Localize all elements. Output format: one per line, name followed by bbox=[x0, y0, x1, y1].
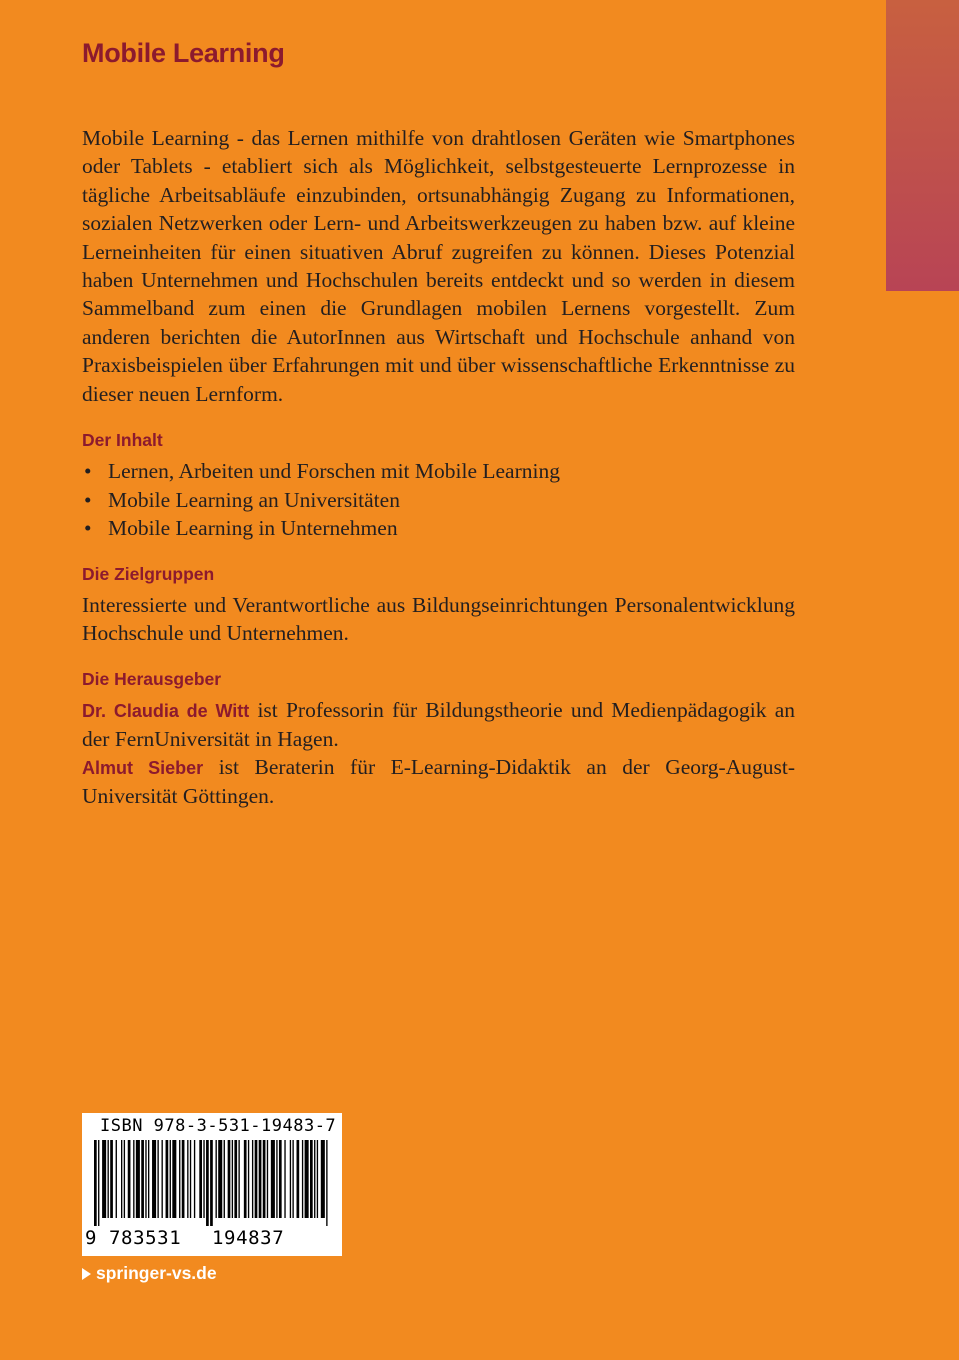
list-item bbox=[82, 514, 560, 543]
barcode-bar bbox=[276, 1140, 277, 1218]
barcode-bar bbox=[267, 1140, 268, 1218]
barcode-bar bbox=[218, 1140, 222, 1218]
barcode-bar bbox=[314, 1140, 315, 1218]
audience-text: Interessierte und Verantwortliche aus Bildungseinrichtungen Personalentwicklung Hochschule und Unternehmen. bbox=[82, 593, 795, 646]
list-item-text: Mobile Learning an Universitäten bbox=[108, 487, 400, 512]
barcode-bar bbox=[152, 1140, 156, 1218]
barcode-bar bbox=[271, 1140, 275, 1218]
list-item-text: Lernen, Arbeiten und Forschen mit Mobile Learning bbox=[108, 459, 560, 483]
barcode-bar bbox=[317, 1140, 318, 1218]
barcode-bar bbox=[224, 1140, 225, 1218]
bullet-icon: • bbox=[84, 459, 92, 483]
audience-heading: Die Zielgruppen bbox=[82, 564, 215, 584]
list-item bbox=[82, 486, 560, 515]
barcode-bar bbox=[157, 1140, 158, 1218]
barcode-bar bbox=[290, 1140, 291, 1218]
barcode-bar bbox=[259, 1140, 262, 1218]
editors-heading: Die Herausgeber bbox=[82, 669, 222, 689]
barcode-bar bbox=[187, 1140, 188, 1218]
barcode-bar bbox=[94, 1140, 97, 1226]
barcode-bar bbox=[232, 1140, 233, 1218]
barcode-bar bbox=[98, 1140, 99, 1226]
barcode-bar bbox=[321, 1140, 325, 1218]
barcode-bar bbox=[121, 1140, 122, 1218]
intro-paragraph: Mobile Learning - das Lernen mithilfe von drahtlosen Geräten wie Smartphones oder Tablets - etabliert sich als Möglichkeit, selbstgesteuerte Lernprozesse in tägliche Arbeitsabläufe einzubinden, ortsunabhängig Zugang zu Informationen, sozialen Netzwerken oder Lern- und Arbeitswerkzeugen zu haben bzw. auf kleine Lerneinheiten für einen situativen Abruf zugreifen zu können. Dieses Potenzial haben Unternehmen und Hochschulen bereits entdeckt und so werden in diesem Sammelband zum einen die Grundlagen mobilen Lernens vorgestellt. Zum anderen berichten die AutorInnen aus Wirtschaft und Hochschule anhand von Praxisbeispielen über Erfahrungen mit und über wissenschaftliche Erkenntnisse zu dieser neuen Lernform. bbox=[82, 126, 795, 406]
barcode-bar bbox=[179, 1140, 180, 1218]
barcode-bar bbox=[148, 1140, 149, 1218]
barcode-bar bbox=[190, 1140, 191, 1218]
editor-name: Dr. Claudia de Witt bbox=[82, 701, 250, 721]
barcode-bar bbox=[252, 1140, 253, 1218]
barcode-bar bbox=[244, 1140, 247, 1218]
barcode-digit-first: 9 bbox=[85, 1227, 98, 1249]
barcode-bar bbox=[255, 1140, 258, 1218]
bullet-icon: • bbox=[84, 487, 92, 512]
barcode-bar bbox=[302, 1140, 303, 1218]
barcode-bar bbox=[128, 1140, 131, 1218]
book-title: Mobile Learning bbox=[82, 38, 285, 68]
barcode-bar bbox=[210, 1140, 213, 1226]
barcode-bar bbox=[284, 1140, 285, 1218]
barcode-bar bbox=[162, 1140, 163, 1218]
contents-list bbox=[82, 457, 560, 543]
barcode-bar bbox=[297, 1140, 300, 1218]
isbn-barcode bbox=[82, 1113, 342, 1256]
arrow-right-icon bbox=[82, 1268, 91, 1280]
barcode-bars bbox=[94, 1140, 330, 1226]
barcode-bar bbox=[203, 1140, 204, 1218]
list-item-text: Mobile Learning in Unternehmen bbox=[108, 516, 398, 541]
barcode-bar bbox=[305, 1140, 309, 1218]
barcode-bar bbox=[216, 1140, 217, 1218]
barcode-bar bbox=[206, 1140, 209, 1226]
editor-bio bbox=[82, 696, 795, 754]
contents-heading: Der Inhalt bbox=[82, 430, 163, 450]
list-item bbox=[82, 457, 560, 486]
editor-bio bbox=[82, 753, 795, 811]
editor-description: ist Professorin für Bildungstheorie und Medienpädagogik an der FernUniversität in Hagen. bbox=[82, 698, 795, 752]
barcode-bar bbox=[172, 1140, 176, 1218]
publisher-url: springer-vs.de bbox=[96, 1263, 217, 1283]
barcode-bar bbox=[263, 1140, 266, 1218]
barcode-bar bbox=[116, 1140, 117, 1218]
barcode-bar bbox=[182, 1140, 185, 1218]
barcode-bar bbox=[170, 1140, 171, 1218]
barcode-bar bbox=[145, 1140, 146, 1218]
barcode-bar bbox=[279, 1140, 282, 1218]
barcode-bar bbox=[326, 1140, 327, 1226]
editor-name: Almut Sieber bbox=[82, 758, 204, 778]
barcode-digits-left: 783531 bbox=[109, 1227, 182, 1249]
bullet-icon: • bbox=[84, 516, 92, 541]
barcode-bar bbox=[136, 1140, 140, 1218]
barcode-bar bbox=[248, 1140, 249, 1218]
barcode-bar bbox=[228, 1140, 231, 1218]
barcode-bar bbox=[310, 1140, 313, 1218]
barcode-bar bbox=[199, 1140, 202, 1218]
barcode-bar bbox=[141, 1140, 144, 1218]
barcode-bar bbox=[102, 1140, 106, 1218]
barcode-bar bbox=[238, 1140, 239, 1218]
barcode-bar bbox=[234, 1140, 237, 1218]
barcode-bar bbox=[110, 1140, 113, 1218]
barcode-digits-right: 194837 bbox=[212, 1227, 285, 1249]
barcode-bar bbox=[292, 1140, 293, 1218]
barcode-bar bbox=[108, 1140, 109, 1218]
barcode-bar bbox=[194, 1140, 195, 1218]
barcode-bar bbox=[133, 1140, 134, 1218]
corner-color-band bbox=[886, 0, 959, 291]
barcode-bar bbox=[124, 1140, 125, 1218]
publisher-link[interactable] bbox=[82, 1263, 217, 1284]
editor-description: ist Beraterin für E-Learning-Didaktik an der Georg-August-Universität Göttingen. bbox=[82, 755, 795, 809]
isbn-label: ISBN 978-3-531-19483-7 bbox=[100, 1116, 337, 1136]
barcode-bar bbox=[166, 1140, 169, 1218]
